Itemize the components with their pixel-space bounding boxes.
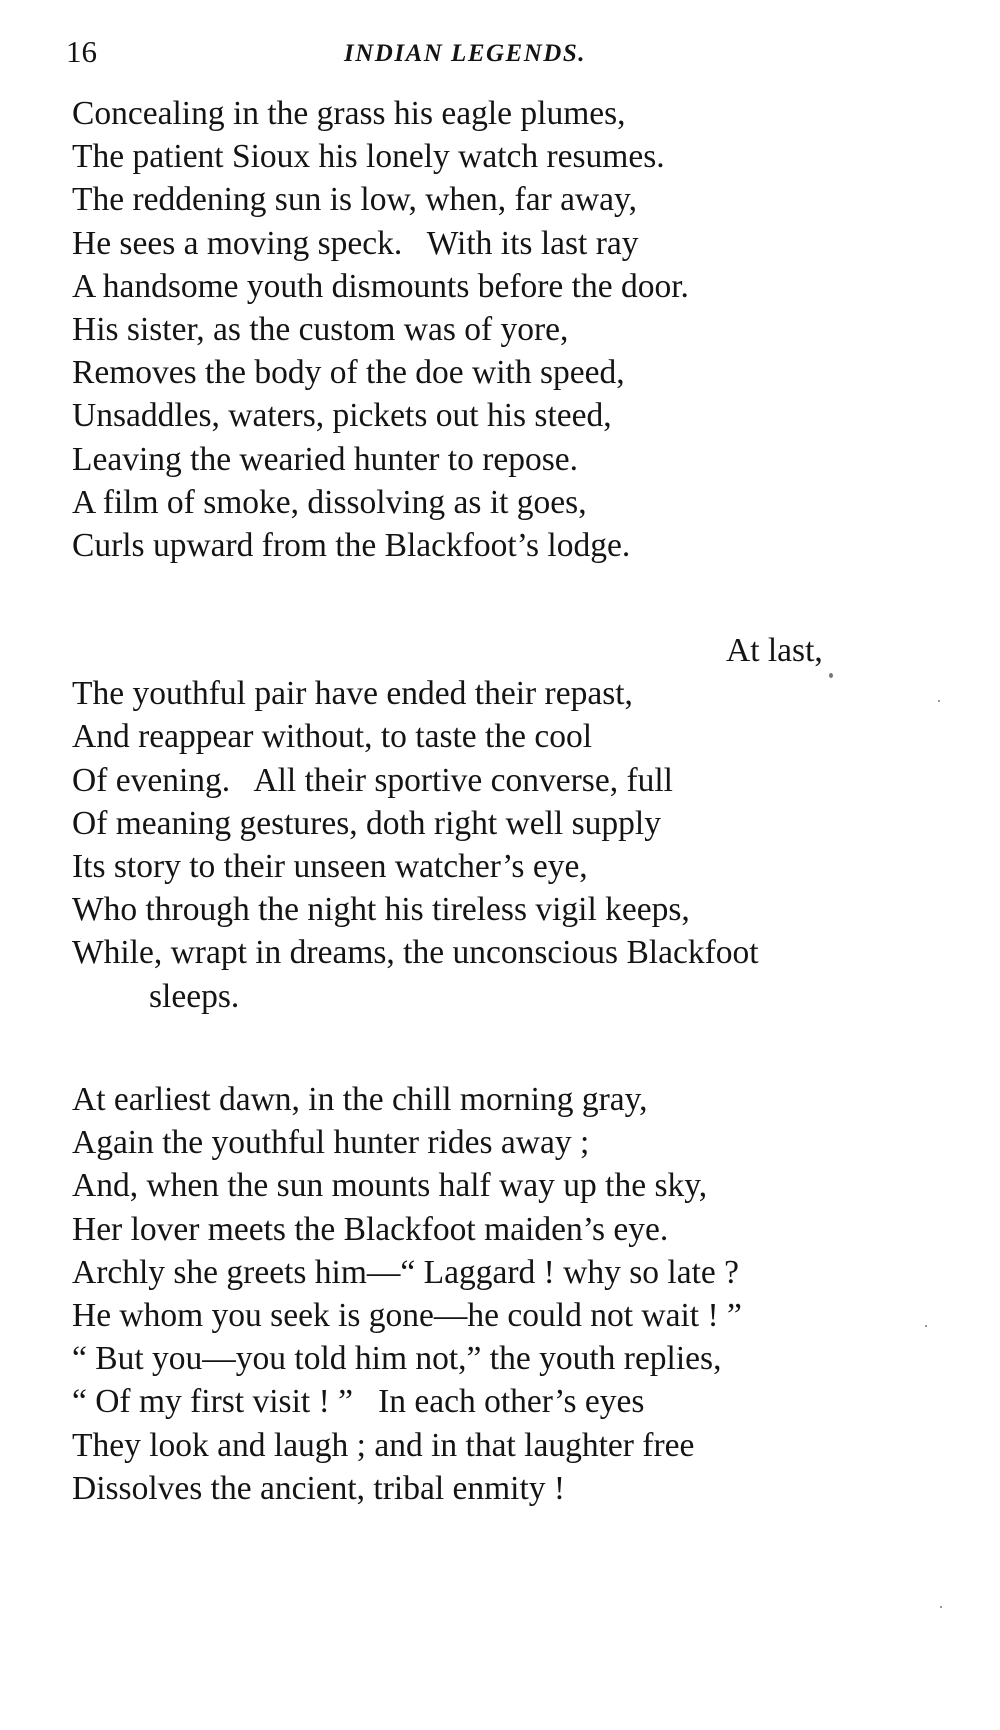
verse-line: Concealing in the grass his eagle plumes, [72, 95, 626, 132]
verse-line: At earliest dawn, in the chill morning gray, [72, 1081, 648, 1118]
print-speck [829, 673, 833, 678]
verse-line: Her lover meets the Blackfoot maiden’s eye. [72, 1210, 669, 1248]
verse-line: Of evening. All their sportive converse, full [72, 761, 673, 799]
page-number: 16 [66, 34, 97, 69]
verse-line: They look and laugh ; and in that laughter free [72, 1426, 695, 1464]
verse-line: And reappear without, to taste the cool [72, 718, 593, 756]
verse-line: While, wrapt in dreams, the unconscious Blackfoot [72, 934, 759, 972]
verse-line: Again the youthful hunter rides away ; [72, 1124, 590, 1162]
verse-line: Curls upward from the Blackfoot’s lodge. [72, 526, 631, 564]
verse-line: Archly she greets him—“ Laggard ! why so late ? [72, 1253, 739, 1291]
verse-line: The patient Sioux his lonely watch resumes. [72, 138, 665, 176]
verse-line: The youthful pair have ended their repast, [72, 675, 633, 713]
verse-line: His sister, as the custom was of yore, [72, 310, 569, 348]
print-speck [940, 1606, 942, 1608]
verse-line: Dissolves the ancient, tribal enmity ! [72, 1469, 566, 1507]
print-speck [938, 700, 940, 702]
verse-line: A film of smoke, dissolving as it goes, [72, 483, 587, 521]
print-speck [925, 1325, 927, 1327]
running-title: INDIAN LEGENDS. [344, 40, 586, 67]
verse-line: Unsaddles, waters, pickets out his steed, [72, 397, 612, 435]
stanza-1 [72, 92, 952, 567]
verse-line-half: At last, [726, 632, 823, 669]
verse-line: Who through the night his tireless vigil keeps, [72, 891, 690, 929]
verse-line: Removes the body of the doe with speed, [72, 354, 625, 392]
verse-line: A handsome youth dismounts before the door. [72, 267, 689, 305]
verse-line: He sees a moving speck. With its last ray [72, 224, 639, 262]
verse-line: And, when the sun mounts half way up the sky, [72, 1167, 708, 1205]
stanza-3 [72, 1078, 952, 1510]
verse-line: Its story to their unseen watcher’s eye, [72, 847, 588, 885]
page-header [66, 30, 666, 74]
verse-line: He whom you seek is gone—he could not wait ! ” [72, 1296, 742, 1334]
verse-line: The reddening sun is low, when, far away, [72, 181, 637, 219]
verse-line: “ But you—you told him not,” the youth replies, [72, 1340, 722, 1378]
stanza-2 [72, 629, 952, 1018]
verse-line: Of meaning gestures, doth right well supply [72, 804, 661, 842]
verse-line: Leaving the wearied hunter to repose. [72, 440, 579, 478]
verse-line: “ Of my first visit ! ” In each other’s eyes [72, 1383, 645, 1421]
verse-line-continuation: sleeps. [149, 977, 240, 1015]
